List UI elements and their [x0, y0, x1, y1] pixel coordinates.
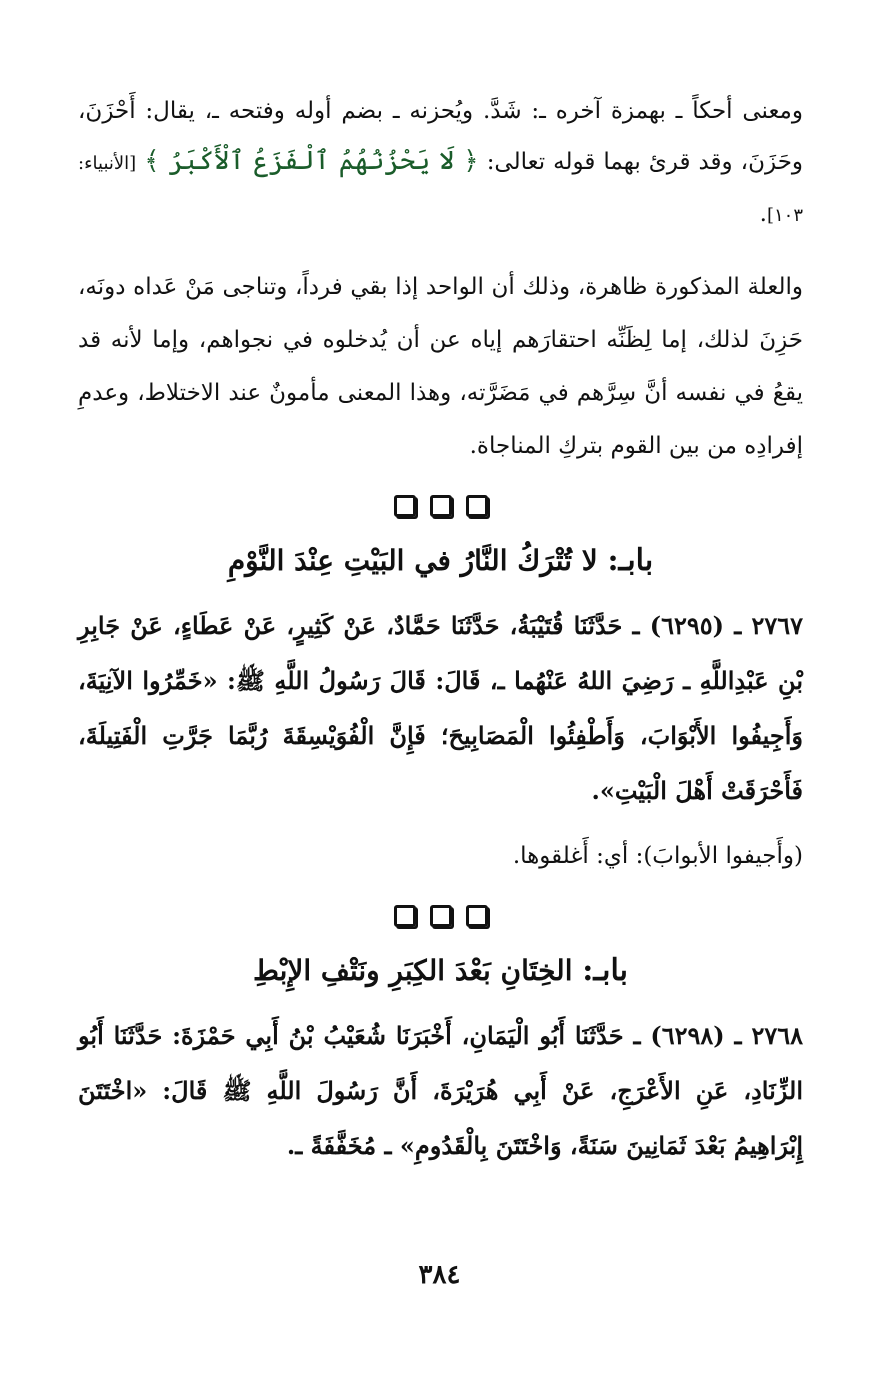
chapter-label: بابـ:	[582, 953, 628, 988]
square-ornament-icon	[430, 905, 452, 927]
commentary-paragraph-1	[78, 86, 803, 241]
quran-verse: ﴿ لَا يَحْزُنُهُمُ ٱلْفَزَعُ ٱلْأَكْبَرُ ﴾	[144, 146, 479, 176]
square-ornament-icon	[394, 905, 416, 927]
chapter-label: بابـ:	[607, 543, 654, 578]
chapter-title: الخِتَانِ بَعْدَ الكِبَرِ ونَتْفِ الإِبْطِ	[253, 954, 573, 987]
chapter-title: لا تُتْرَكُ النَّارُ في البَيْتِ عِنْدَ النَّوْمِ	[227, 544, 598, 577]
section-divider	[78, 495, 803, 527]
hadith-text: ٢٧٦٧ ـ (٦٢٩٥) ـ حَدَّثَنَا قُتَيْبَةُ، حَدَّثَنَا حَمَّادٌ، عَنْ كَثِيرٍ، عَنْ عَطَاءٍ، عَنْ جَابِرِ بْنِ عَبْدِاللَّهِ ـ رَضِيَ اللهُ عَنْهُما ـ، قَالَ: قَالَ رَسُولُ اللَّهِ ﷺ: «خَمِّرُوا الآنِيَةَ، وَأَجِيفُوا الأَبْوَابَ، وَأَطْفِئُوا الْمَصَابِيحَ؛ فَإِنَّ الْفُوَيْسِقَةَ رُبَّمَا جَرَّتِ الْفَتِيلَةَ، فَأَحْرَقَتْ أَهْلَ الْبَيْتِ».	[78, 611, 803, 805]
verse-reference: [الأنبياء: ١٠٣]	[78, 153, 803, 226]
hadith-note: (وأَجيفوا الأبوابَ): أي: أَغلقوها.	[512, 843, 803, 869]
page-number: ٣٨٤	[418, 1260, 461, 1290]
square-ornament-icon	[430, 495, 452, 517]
page-body	[78, 86, 803, 1173]
section-divider	[78, 905, 803, 937]
hadith-text: ٢٧٦٨ ـ (٦٢٩٨) ـ حَدَّثَنَا أَبُو الْيَمَانِ، أَخْبَرَنَا شُعَيْبُ بْنُ أَبِي حَمْزَةَ: حَدَّثَنَا أَبُو الزِّنَادِ، عَنِ الأَعْرَجِ، عَنْ أَبِي هُرَيْرَةَ، أَنَّ رَسُولَ اللَّهِ ﷺ قَالَ: «اخْتَتَنَ إِبْرَاهِيمُ بَعْدَ ثَمَانِينَ سَنَةً، وَاخْتَتَنَ بِالْقَدُومِ» ـ مُخَفَّفَةً ـ.	[78, 1021, 803, 1160]
chapter-heading	[78, 953, 803, 988]
commentary-paragraph-2: والعلة المذكورة ظاهرة، وذلك أن الواحد إذا بقي فرداً، وتناجى مَنْ عَداه دونَه، حَزِنَ لذلك، إما لِظَنِّه احتقارَهم إياه عن أن يُدخلوه في نجواهم، وإما لأنه قد يقعُ في نفسه أنَّ سِرَّهم في مَضَرَّته، وهذا المعنى مأمونٌ عند الاختلاط، وعدمِ إفرادِه من بين القوم بتركِ المناجاة.	[78, 274, 803, 459]
sentence-end: .	[759, 201, 767, 227]
commentary-text: ومعنى أحكاً ـ بهمزة آخره ـ: شَدَّ. ويُحزنه ـ بضم أوله وفتحه ـ، يقال: أَحْزَنَ، وحَزَنَ، وقد قرئ بهما قوله تعالى:	[78, 98, 804, 175]
square-ornament-icon	[394, 495, 416, 517]
square-ornament-icon	[466, 495, 488, 517]
square-ornament-icon	[466, 905, 488, 927]
chapter-heading	[78, 543, 803, 578]
